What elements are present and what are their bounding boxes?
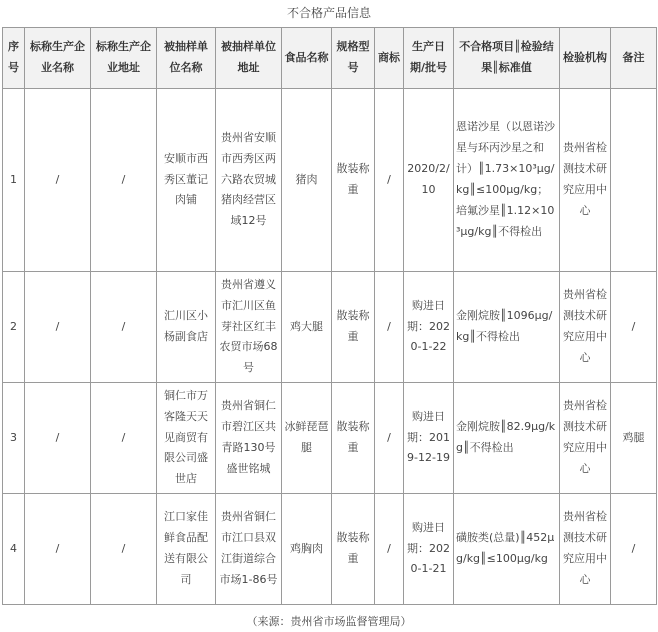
- source-note: （来源：贵州省市场监督管理局）: [246, 615, 412, 628]
- cell-date: 2020/2/10: [404, 89, 454, 272]
- cell-unit-addr: 贵州省铜仁市江口县双江街道综合市场1-86号: [216, 494, 282, 605]
- cell-no: 4: [3, 494, 25, 605]
- cell-food: 猪肉: [282, 89, 332, 272]
- cell-mfr-name: /: [25, 272, 91, 383]
- header-row: [3, 28, 657, 89]
- cell-remark: /: [611, 272, 657, 383]
- cell-spec: 散装称重: [332, 272, 375, 383]
- cell-unit-addr: 贵州省安顺市西秀区两六路农贸城猪肉经营区域12号: [216, 89, 282, 272]
- cell-spec: 散装称重: [332, 89, 375, 272]
- cell-mfr-name: /: [25, 383, 91, 494]
- table-row: [3, 89, 657, 272]
- table-title: 不合格产品信息: [286, 6, 371, 20]
- cell-item: 恩诺沙星（以恩诺沙星与环丙沙星之和计）║1.73×10³μg/kg║≤100μg/kg；培氟沙星║1.12×10³μg/kg║不得检出: [454, 89, 560, 272]
- cell-date: 购进日期：2019-12-19: [404, 383, 454, 494]
- cell-remark: /: [611, 494, 657, 605]
- cell-food: 鸡大腿: [282, 272, 332, 383]
- cell-date: 购进日期：2020-1-22: [404, 272, 454, 383]
- header-unit-name: 被抽样单位名称: [157, 28, 216, 89]
- unqualified-products-table: [2, 27, 657, 605]
- cell-brand: /: [375, 383, 404, 494]
- header-food: 食品名称: [282, 28, 332, 89]
- header-spec: 规格型号: [332, 28, 375, 89]
- cell-date: 购进日期：2020-1-21: [404, 494, 454, 605]
- header-no: 序号: [3, 28, 25, 89]
- cell-food: 冰鲜琵琶腿: [282, 383, 332, 494]
- cell-remark: [611, 89, 657, 272]
- cell-no: 1: [3, 89, 25, 272]
- header-brand: 商标: [375, 28, 404, 89]
- header-mfr-name: 标称生产企业名称: [25, 28, 91, 89]
- cell-mfr-name: /: [25, 89, 91, 272]
- header-item: 不合格项目║检验结果║标准值: [454, 28, 560, 89]
- cell-item: 金刚烷胺║1096μg/kg║不得检出: [454, 272, 560, 383]
- cell-mfr-addr: /: [91, 89, 157, 272]
- header-mfr-addr: 标称生产企业地址: [91, 28, 157, 89]
- header-date: 生产日期/批号: [404, 28, 454, 89]
- cell-spec: 散装称重: [332, 383, 375, 494]
- cell-mfr-addr: /: [91, 272, 157, 383]
- cell-remark: 鸡腿: [611, 383, 657, 494]
- cell-item: 金刚烷胺║82.9μg/kg║不得检出: [454, 383, 560, 494]
- cell-mfr-addr: /: [91, 383, 157, 494]
- cell-unit-name: 江口家佳鲜食品配送有限公司: [157, 494, 216, 605]
- cell-unit-name: 铜仁市万客隆天天见商贸有限公司盛世店: [157, 383, 216, 494]
- cell-agency: 贵州省检测技术研究应用中心: [560, 89, 611, 272]
- cell-item: 磺胺类(总量)║452μg/kg║≤100μg/kg: [454, 494, 560, 605]
- table-row: [3, 383, 657, 494]
- cell-unit-name: 汇川区小杨副食店: [157, 272, 216, 383]
- cell-no: 2: [3, 272, 25, 383]
- cell-food: 鸡胸肉: [282, 494, 332, 605]
- header-agency: 检验机构: [560, 28, 611, 89]
- cell-unit-addr: 贵州省遵义市汇川区鱼芽社区红丰农贸市场68号: [216, 272, 282, 383]
- header-remark: 备注: [611, 28, 657, 89]
- header-unit-addr: 被抽样单位地址: [216, 28, 282, 89]
- cell-spec: 散装称重: [332, 494, 375, 605]
- table-row: [3, 494, 657, 605]
- cell-brand: /: [375, 494, 404, 605]
- cell-brand: /: [375, 272, 404, 383]
- cell-agency: 贵州省检测技术研究应用中心: [560, 383, 611, 494]
- cell-unit-name: 安顺市西秀区董记肉铺: [157, 89, 216, 272]
- cell-no: 3: [3, 383, 25, 494]
- cell-brand: /: [375, 89, 404, 272]
- cell-mfr-name: /: [25, 494, 91, 605]
- table-row: [3, 272, 657, 383]
- cell-agency: 贵州省检测技术研究应用中心: [560, 272, 611, 383]
- cell-unit-addr: 贵州省铜仁市碧江区共青路130号盛世铭城: [216, 383, 282, 494]
- cell-mfr-addr: /: [91, 494, 157, 605]
- cell-agency: 贵州省检测技术研究应用中心: [560, 494, 611, 605]
